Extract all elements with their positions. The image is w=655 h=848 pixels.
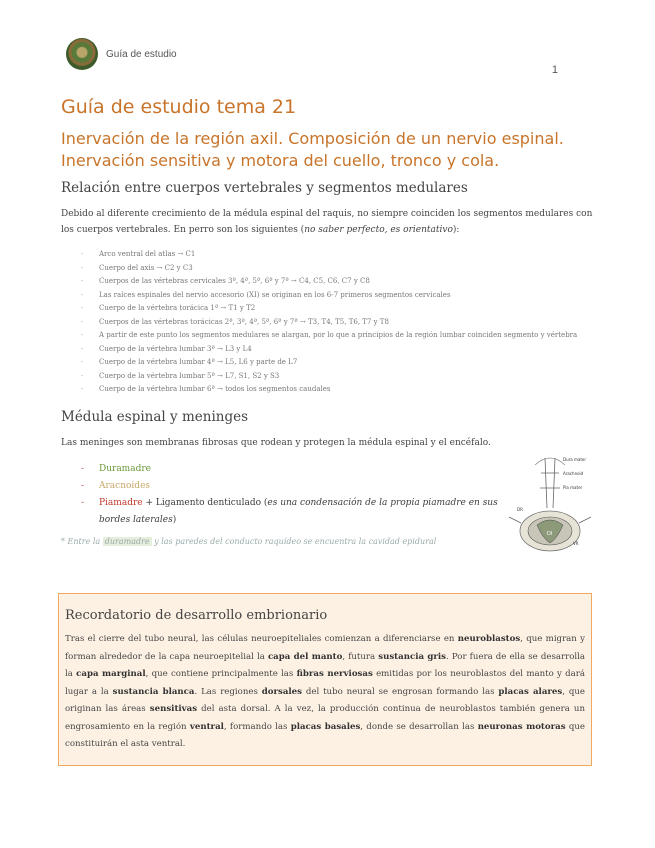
document-body (61, 96, 595, 554)
box-text: Tras el cierre del tubo neural, las células neuroepiteliales comienzan a diferenciarse en neuroblastos, que migran y forman alrededor de la capa neuroepitelial la capa del manto, futura sustancia gris. Por fuera de ella se desarrolla la capa marginal, que contiene principalmente las fibras nerviosas emitidas por los neuroblastos del manto y dará lugar a la sustancia blanca. Las regiones dorsales del tubo neural se engrosan formando las placas alares, que originan las áreas sensitivas del asta dorsal. A la vez, la producción continua de neuroblastos también genera un engrosamiento en la región ventral, formando las placas basales, donde se desarrollan las neuronas motoras que constituirán el asta ventral. (65, 634, 586, 749)
vertebra-segment-list (61, 248, 595, 397)
section-meninges (61, 409, 595, 546)
page-header (66, 38, 177, 70)
box-title: Recordatorio de desarrollo embrionario (65, 608, 328, 623)
embryo-reminder-box (58, 593, 592, 766)
list-item: - Cuerpo de la vértebra lumbar 5ª → L7, S1, S2 y S3 (61, 370, 595, 384)
document-subtitle: Inervación de la región axil. Composición de un nervio espinal. Inervación sensitiva y motora del cuello, tronco y cola. (61, 129, 564, 170)
page-number: 1 (551, 64, 558, 76)
list-item: - Cuerpo de la vértebra torácica 1ª → T1 y T2 (61, 302, 595, 316)
list-item: - Cuerpos de las vértebras cervicales 3ª, 4ª, 5ª, 6ª y 7ª → C4, C5, C6, C7 y C8 (61, 275, 595, 289)
list-item: - Cuerpos de las vértebras torácicas 2ª, 3ª, 4ª, 5ª, 6ª y 7ª → T3, T4, T5, T6, T7 y T8 (61, 316, 595, 330)
list-item: - Las raíces espinales del nervio accesorio (XI) se originan en los 6-7 primeros segmentos cervicales (61, 289, 595, 303)
section1-intro: Debido al diferente crecimiento de la médula espinal del raquis, no siempre coinciden los segmentos medulares con los cuerpos vertebrales. En perro son los siguientes (no saber perfecto, es orientativo): (61, 209, 593, 235)
header-title: Guía de estudio (106, 48, 177, 60)
list-item: - Piamadre + Ligamento denticulado (es una condensación de la propia piamadre en sus bordes laterales) (61, 495, 501, 529)
meninges-intro: Las meninges son membranas fibrosas que rodean y protegen la médula espinal y el encéfalo. (61, 437, 491, 448)
list-item: - Cuerpo de la vértebra lumbar 6ª → todos los segmentos caudales (61, 383, 595, 397)
list-item: - Arco ventral del atlas → C1 (61, 248, 595, 262)
list-item: - Cuerpo de la vértebra lumbar 3ª → L3 y L4 (61, 343, 595, 357)
figure-label: Dura mater (563, 456, 587, 462)
figure-label: Arachnoid (563, 470, 584, 476)
section-heading-meninges: Médula espinal y meninges (61, 408, 249, 425)
section-heading-vertebras: Relación entre cuerpos vertebrales y segmentos medulares (61, 180, 468, 196)
epidural-note: * Entre la duramadre y las paredes del conducto raquídeo se encuentra la cavidad epidural (61, 536, 437, 546)
figure-label: DR (517, 506, 523, 512)
figure-label: VR (573, 540, 579, 546)
list-item: - Aracnoides (61, 478, 501, 495)
list-item: - Cuerpo del axis → C2 y C3 (61, 262, 595, 276)
university-logo (66, 38, 98, 70)
list-item: - A partir de este punto los segmentos medulares se alargan, por lo que a principios de la región lumbar coinciden segmento y vértebra (61, 329, 595, 343)
document-title: Guía de estudio tema 21 (61, 96, 297, 118)
list-item: - Cuerpo de la vértebra lumbar 4ª → L5, L6 y parte de L7 (61, 356, 595, 370)
figure-label: DI (547, 530, 553, 537)
figure-label: Pia mater (563, 484, 583, 490)
meninges-list (61, 461, 501, 529)
spinal-cord-figure (507, 453, 593, 553)
list-item: - Duramadre (61, 461, 501, 478)
